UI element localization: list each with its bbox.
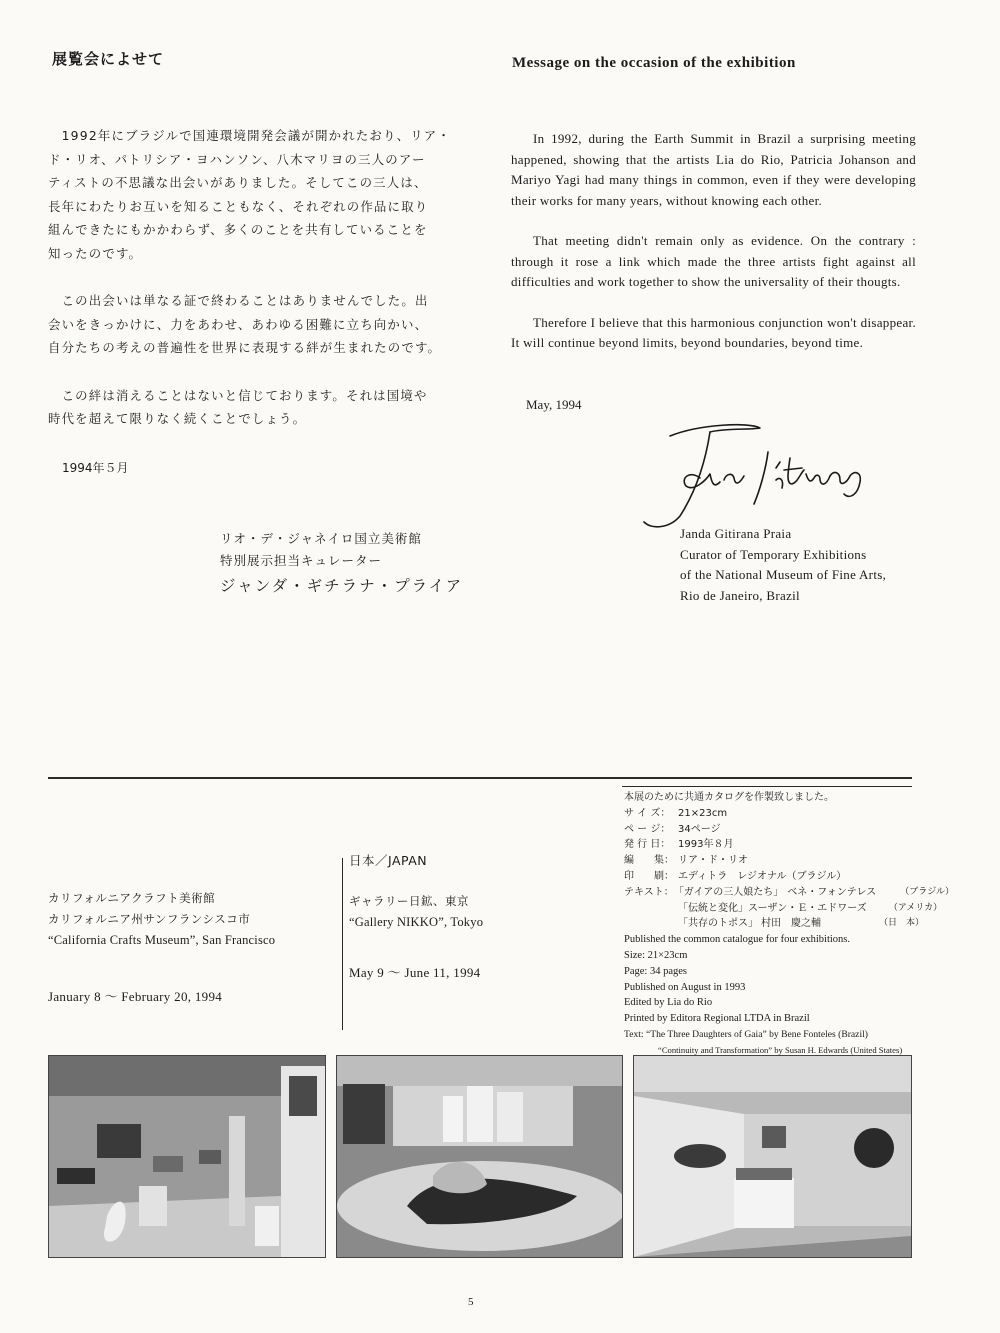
catalogue-jp-row: 発 行 日： 1993年８月	[624, 839, 734, 851]
catalogue-rule	[622, 786, 912, 787]
jp-signature-block	[220, 528, 463, 600]
venue-japan-dates: May 9 ～ June 11, 1994	[349, 965, 481, 980]
en-signature-museum: of the National Museum of Fine Arts,	[680, 567, 887, 582]
gallery-photo-third	[633, 1055, 912, 1258]
jp-line: 自分たちの考えの普遍性を世界に表現する絆が生まれたのです。	[48, 340, 442, 355]
jp-line: ド・リオ、パトリシア・ヨハンソン、八木マリヨの三人のアー	[48, 151, 426, 167]
gallery-photo-california	[48, 1055, 326, 1258]
catalogue-jp-row: ペ ー ジ： 34ページ	[624, 823, 721, 835]
catalogue-en-line: Printed by Editora Regional LTDA in Brazil	[624, 1013, 810, 1025]
catalogue-jp-row: 編 集： リア・ド・リオ	[624, 855, 748, 867]
venue-japan	[349, 850, 483, 933]
jp-line: 1992年にブラジルで国連環境開発会議が開かれたおり、リア・	[48, 128, 451, 143]
jp-line: 会いをきっかけに、力をあわせ、あわゆる困難に立ち向かい、	[48, 316, 429, 332]
handwritten-signature	[640, 418, 880, 536]
page-number: 5	[468, 1296, 474, 1308]
en-paragraph-3: Therefore I believe that this harmonious conjunction won't disappear. It will continue beyond limits, beyond boundaries, beyond time.	[511, 314, 916, 350]
catalogue-en-line: Size: 21×23cm	[624, 949, 688, 961]
en-date: May, 1994	[526, 397, 582, 412]
jp-line: この出会いは単なる証で終わることはありませんでした。出	[48, 293, 429, 308]
jp-signature-museum: リオ・デ・ジャネイロ国立美術館	[220, 531, 422, 546]
venue-california-en: “California Crafts Museum”, San Francisco	[48, 933, 276, 947]
venue-california	[48, 888, 275, 951]
jp-line: ティストの不思議な出会いがありました。そしてこの三人は、	[48, 175, 428, 190]
catalogue-jp-text-row: テキスト： 「ガイアの三人娘たち」 ベネ・フォンテレス （ブラジル）	[624, 886, 954, 898]
catalogue-en-line: Published on August in 1993	[624, 981, 746, 993]
venue-california-jp-location: カリフォルニア州サンフランシスコ市	[48, 912, 251, 926]
jp-line: この絆は消えることはないと信じております。それは国境や	[48, 387, 428, 403]
gallery-photo-nikko	[336, 1055, 623, 1258]
en-signature-block	[680, 524, 886, 606]
catalogue-jp-text-row: 「伝統と変化」 スーザン・Ｅ・エドワーズ （アメリカ）	[678, 902, 943, 914]
jp-paragraph-1	[48, 124, 468, 265]
catalogue-en-line: Edited by Lia do Rio	[624, 997, 713, 1009]
jp-line: 長年にわたりお互いを知ることもなく、それぞれの作品に取り	[48, 198, 429, 214]
jp-signature-name: ジャンダ・ギチラナ・プライア	[220, 577, 464, 595]
jp-paragraph-2	[48, 289, 468, 360]
catalogue-info	[624, 790, 954, 1074]
venue-divider	[342, 858, 343, 1030]
en-signature-name: Janda Gitirana Praia	[680, 526, 792, 541]
catalogue-en-line: Published the common catalogue for four exhibitions.	[624, 934, 850, 946]
venue-california-jp-name: カリフォルニアクラフト美術館	[48, 891, 216, 905]
jp-line: 時代を超えて限りなく続くことでしょう。	[48, 411, 307, 426]
jp-date: 1994年５月	[62, 461, 129, 475]
catalogue-jp-row: サ イ ズ： 21×23cm	[624, 807, 728, 819]
en-paragraph-2: That meeting didn't remain only as evidence. On the contrary : through it rose a link which made the three artists fight against all difficulties and work together to show the universality of their thougts.	[511, 233, 916, 289]
catalogue-jp-text-row: 「共存のトポス」 村田 慶之輔 （日 本）	[678, 918, 924, 930]
venue-japan-jp: ギャラリー日鉱、東京	[349, 894, 469, 908]
jp-message	[48, 124, 468, 431]
jp-line: 知ったのです。	[48, 245, 143, 261]
catalogue-jp-heading: 本展のために共通カタログを作製致しました。	[624, 792, 834, 803]
en-title: Message on the occasion of the exhibition	[512, 55, 796, 71]
venue-california-dates: January 8 ～ February 20, 1994	[48, 989, 223, 1004]
en-paragraph-1: In 1992, during the Earth Summit in Brazil a surprising meeting happened, showing that the artists Lia do Rio, Patricia Johanson and Mariyo Yagi had many things in common, even if they were developing their works for many years, without knowing each other.	[511, 131, 916, 208]
catalogue-jp-row: 印 刷： エディトラ レジオナル（ブラジル）	[624, 870, 847, 882]
venue-japan-heading: 日本／JAPAN	[349, 853, 428, 868]
jp-paragraph-3	[48, 384, 468, 431]
catalogue-en-text-line: Text: “The Three Daughters of Gaia” by Bene Fonteles (Brazil)	[624, 1028, 868, 1040]
jp-line: 組んできたにもかかわらず、多くのことを共有していることを	[48, 222, 428, 237]
en-signature-city: Rio de Janeiro, Brazil	[680, 587, 800, 603]
jp-title: 展覧会によせて	[52, 50, 165, 68]
en-signature-title: Curator of Temporary Exhibitions	[680, 546, 867, 562]
section-divider	[48, 777, 912, 779]
en-message	[511, 129, 916, 354]
jp-signature-title: 特別展示担当キュレーター	[220, 553, 383, 568]
catalogue-en-line: Page: 34 pages	[624, 965, 687, 977]
venue-japan-en: “Gallery NIKKO”, Tokyo	[349, 915, 484, 929]
catalogue-en-text-line: “Continuity and Transformation” by Susan H. Edwards (United States)	[658, 1044, 903, 1055]
